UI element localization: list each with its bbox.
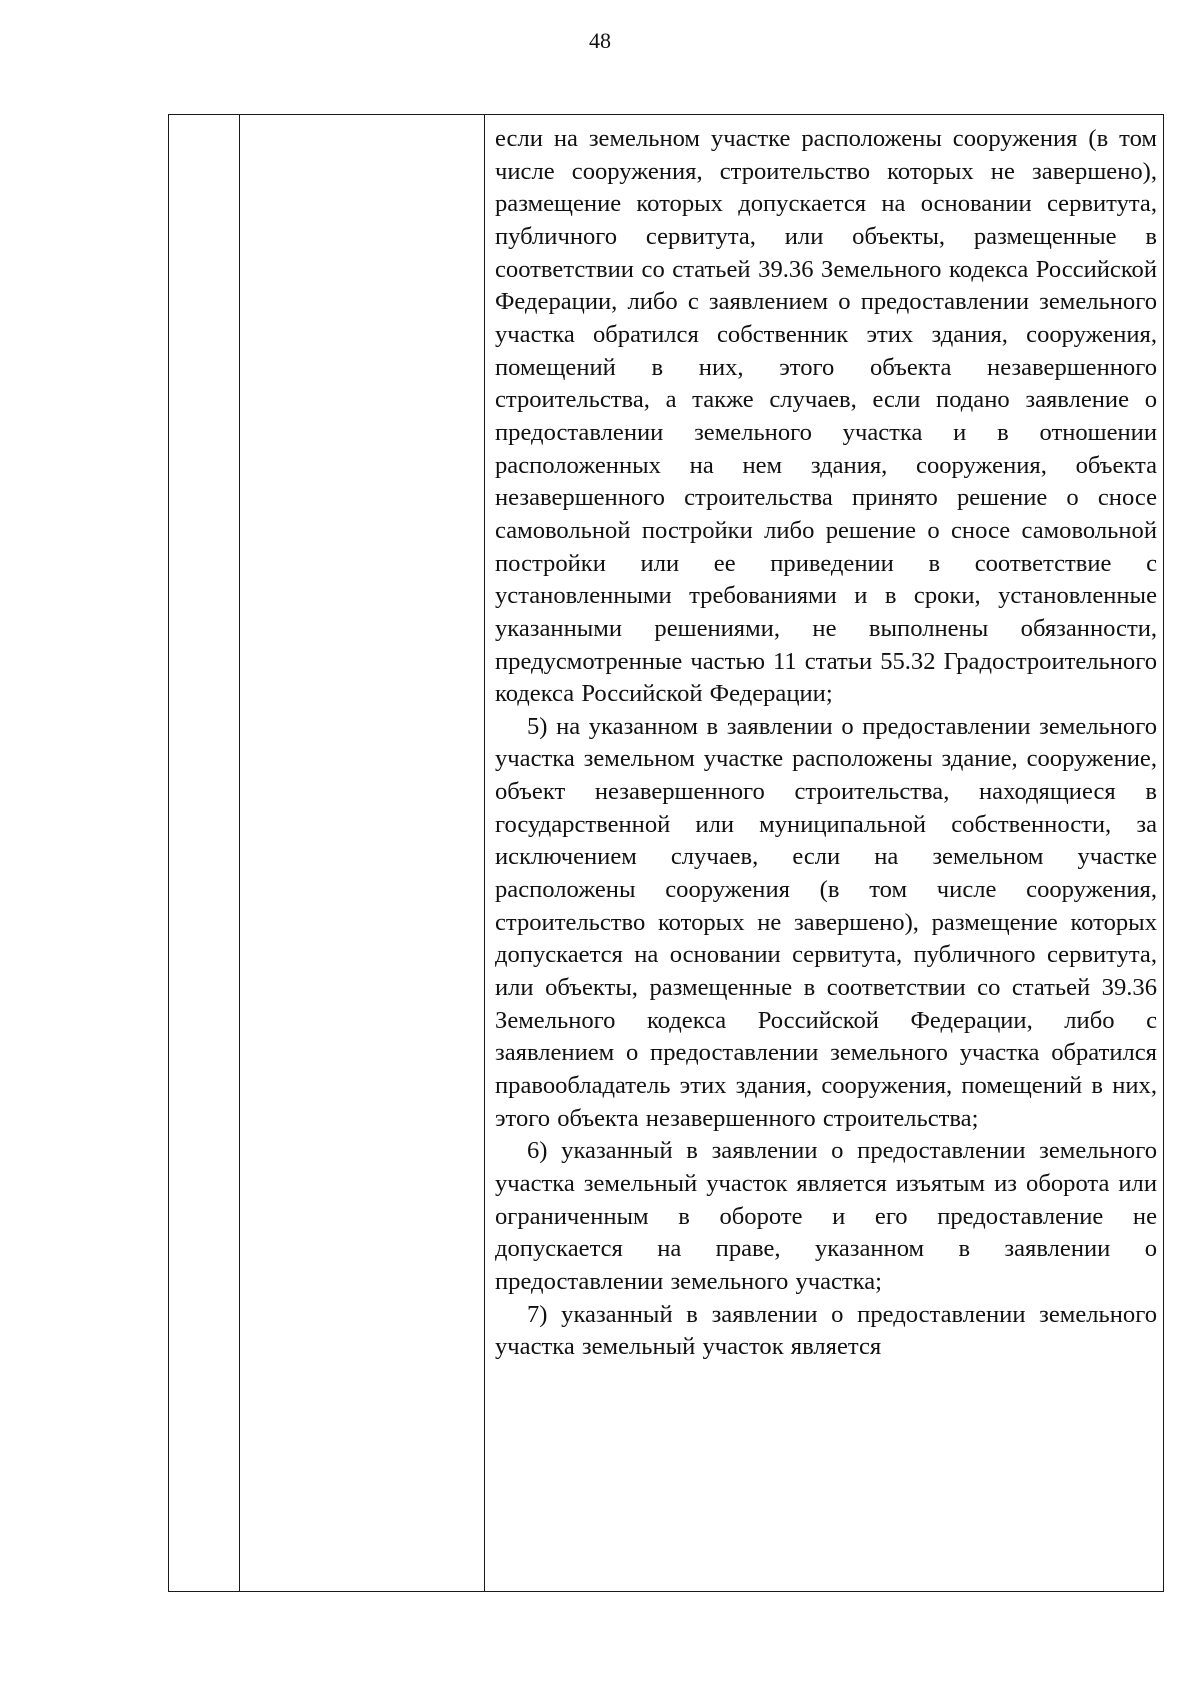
table-row bbox=[169, 115, 1164, 1592]
page-number: 48 bbox=[589, 28, 611, 53]
table-cell-column-2 bbox=[240, 115, 485, 1592]
document-table bbox=[168, 114, 1164, 1592]
legal-text bbox=[485, 115, 1163, 1364]
table-cell-column-1 bbox=[169, 115, 240, 1592]
paragraph-item-6: 6) указанный в заявлении о предоставлении земельного участка земельный участок является изъятым из оборота или ограниченным в обороте и его предоставление не допускается на праве, указанном в заявлении о предоставлении земельного участка; bbox=[495, 1137, 1157, 1295]
paragraph-item-5: 5) на указанном в заявлении о предоставлении земельного участка земельном участке расположены здание, сооружение, объект незавершенного строительства, находящиеся в государственной или муниципальной собственности, за исключением случаев, если на земельном участке расположены сооружения (в том числе сооружения, строительство которых не завершено), размещение которых допускается на основании сервитута, публичного сервитута, или объекты, размещенные в соответствии со статьей 39.36 Земельного кодекса Российской Федерации, либо с заявлением о предоставлении земельного участка обратился правообладатель этих здания, сооружения, помещений в них, этого объекта незавершенного строительства; bbox=[495, 712, 1157, 1132]
paragraph-item-7: 7) указанный в заявлении о предоставлении земельного участка земельный участок является bbox=[495, 1300, 1157, 1361]
paragraph-continuation: если на земельном участке расположены сооружения (в том числе сооружения, строительство которых не завершено), размещение которых допускается на основании сервитута, публичного сервитута, или объекты, размещенные в соответствии со статьей 39.36 Земельного кодекса Российской Федерации, либо с заявлением о предоставлении земельного участка обратился собственник этих здания, сооружения, помещений в них, этого объекта незавершенного строительства, а также случаев, если подано заявление о предоставлении земельного участка и в отношении расположенных на нем здания, сооружения, объекта незавершенного строительства принято решение о сносе самовольной постройки либо решение о сносе самовольной постройки или ее приведении в соответствие с установленными требованиями и в сроки, установленные указанными решениями, не выполнены обязанности, предусмотренные частью 11 статьи 55.32 Градостроительного кодекса Российской Федерации; bbox=[495, 125, 1157, 708]
table-cell-column-3 bbox=[485, 115, 1164, 1592]
